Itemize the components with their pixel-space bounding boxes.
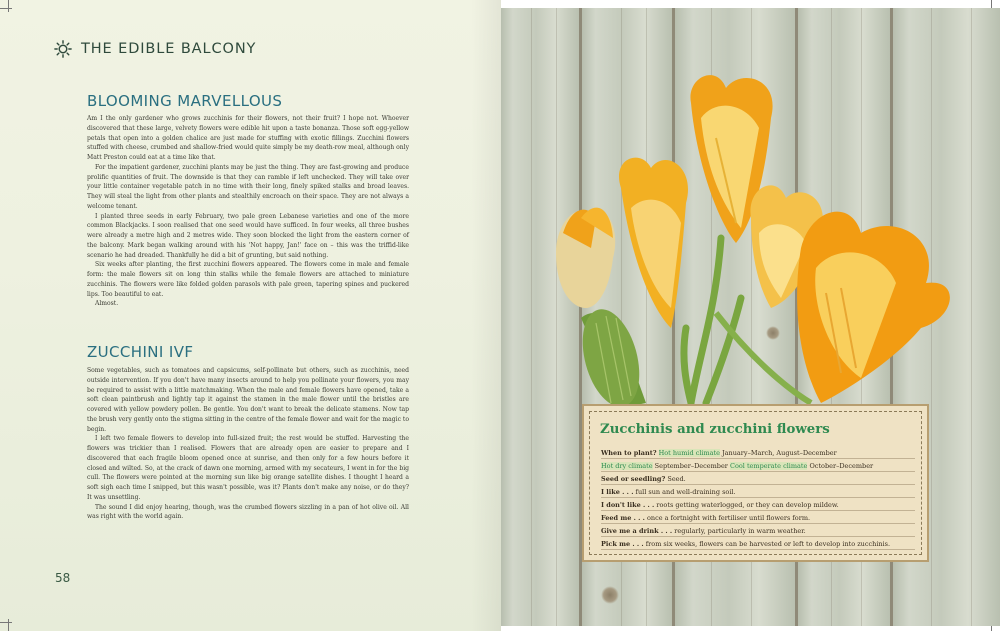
info-value: full sun and well-draining soil. [635, 488, 736, 496]
info-label: When to plant? [601, 449, 657, 457]
info-value: once a fortnight with fertiliser until flowers form. [647, 514, 811, 522]
paragraph: Some vegetables, such as tomatoes and capsicums, self-pollinate but others, such as zucchinis, need outside intervention. If you don't have many insects around to help you pollinate your flowers, you may be required to assist with a little matchmaking. When the male and female flowers have opened, take a soft clean paintbrush and lightly tap it against the stamen in the male flower until the bristles are covered with yellow powdery pollen. Be gentle. You don't want to break the delicate stamens. Now tap the brush very gently onto the stigma sitting in the centre of the female flower and wait for the magic to begin. [87, 367, 409, 433]
info-value: January–March, August–December [722, 449, 837, 457]
info-label: Feed me . . . [601, 514, 645, 522]
info-value: regularly, particularly in warm weather. [674, 527, 806, 535]
info-label: Pick me . . . [601, 540, 644, 548]
info-value: roots getting waterlogged, or they can develop mildew. [656, 501, 839, 509]
info-line-when [601, 448, 915, 459]
info-value: Seed. [667, 475, 686, 483]
crop-mark [8, 0, 9, 12]
info-label: I like . . . [601, 488, 634, 496]
info-line-seed [601, 474, 915, 485]
page-number: 58 [55, 571, 71, 585]
paragraph: Six weeks after planting, the first zucchini flowers appeared. The flowers come in male and female form: the male flowers sit on long thin stalks while the female flowers are attached to miniature zucchinis. The flowers were like folded golden parasols with pale green, tapering spines and puckered lips. Too beautiful to eat. [87, 261, 409, 298]
climate-tag: Cool temperate climate [730, 462, 808, 470]
paragraph: I left two female flowers to develop into full-sized fruit; the rest would be stuffed. Harvesting the flowers was trickier than I realised. Flowers that are already open are easier to prepare and I discovered that each fragile bloom opened once at sunrise, and then only for a few hours before it closed and wilted. So, at the crack of dawn one morning, armed with my secateurs, I went in for the big cull. The flowers were pointed at the morning sun like big orange satellite dishes. I thought I heard a soft sigh each time I snipped, but this wasn't possible, was it? Plants don't make any noise, or do they? It was unsettling. [87, 435, 409, 501]
running-head [54, 40, 256, 58]
info-label: Seed or seedling? [601, 475, 666, 483]
paragraph: I planted three seeds in early February, two pale green Lebanese varieties and one of the more common Blackjacks. I soon realised that one seed would have sufficed. In four weeks, all three bushes were already a metre high and 2 metres wide. They soon blocked the light from the eastern corner of the balcony. Mark began walking around with his 'Not happy, Jan!' face on – this was the triffid-like scenario he had dreaded. Thankfully he did a bit of grunting, but said nothing. [87, 212, 409, 259]
crop-mark [0, 8, 12, 9]
paragraph: Almost. [95, 300, 119, 308]
info-value: October–December [809, 462, 874, 470]
info-line-dislike [601, 500, 915, 511]
info-box-title: Zucchinis and zucchini flowers [600, 422, 830, 437]
running-head-title: THE EDIBLE BALCONY [81, 41, 257, 57]
paragraph: Am I the only gardener who grows zucchinis for their flowers, not their fruit? I hope not. Whoever discovered that these large, velvety flowers were edible hit upon a taste bonanza. Those soft egg-yellow petals that open into a golden chalice are just made for stuffing with exotic fillings. Zucchini flowers stuffed with cheese, crumbed and shallow-fried would quite simply be my death-row meal, although only Matt Preston could eat at a time like that. [87, 115, 409, 161]
info-line-feed [601, 513, 915, 524]
info-value: from six weeks, flowers can be harvested or left to develop into zucchinis. [645, 540, 891, 548]
paragraph: For the impatient gardener, zucchini plants may be just the thing. They are fast-growing and produce prolific quantities of fruit. The downside is that they can ramble if left unchecked. They will take over your little container vegetable patch in no time with their long, finely spiked stalks and broad leaves. They will steal the light from other plants and stealthily encroach on their space. They are not always a welcome tenant. [87, 163, 409, 210]
climate-tag: Hot humid climate [658, 449, 720, 457]
info-line-like [601, 487, 915, 498]
paragraph: The sound I did enjoy hearing, though, was the crumbed flowers sizzling in a pan of hot olive oil. All was right with the world again. [87, 503, 409, 521]
crop-mark [0, 622, 12, 623]
crop-mark [8, 619, 9, 631]
info-line-when-2 [601, 461, 915, 472]
info-line-pick [601, 539, 915, 550]
info-value: September–December [654, 462, 728, 470]
section-heading-blooming: BLOOMING MARVELLOUS [87, 92, 283, 110]
section2-body [87, 366, 409, 522]
info-label: Give me a drink . . . [601, 527, 673, 535]
climate-tag: Hot dry climate [601, 462, 653, 470]
sun-icon [54, 40, 72, 58]
section-heading-zucchini-ivf: ZUCCHINI IVF [87, 343, 194, 361]
section1-body [87, 114, 409, 309]
info-line-drink [601, 526, 915, 537]
info-label: I don't like . . . [601, 501, 655, 509]
